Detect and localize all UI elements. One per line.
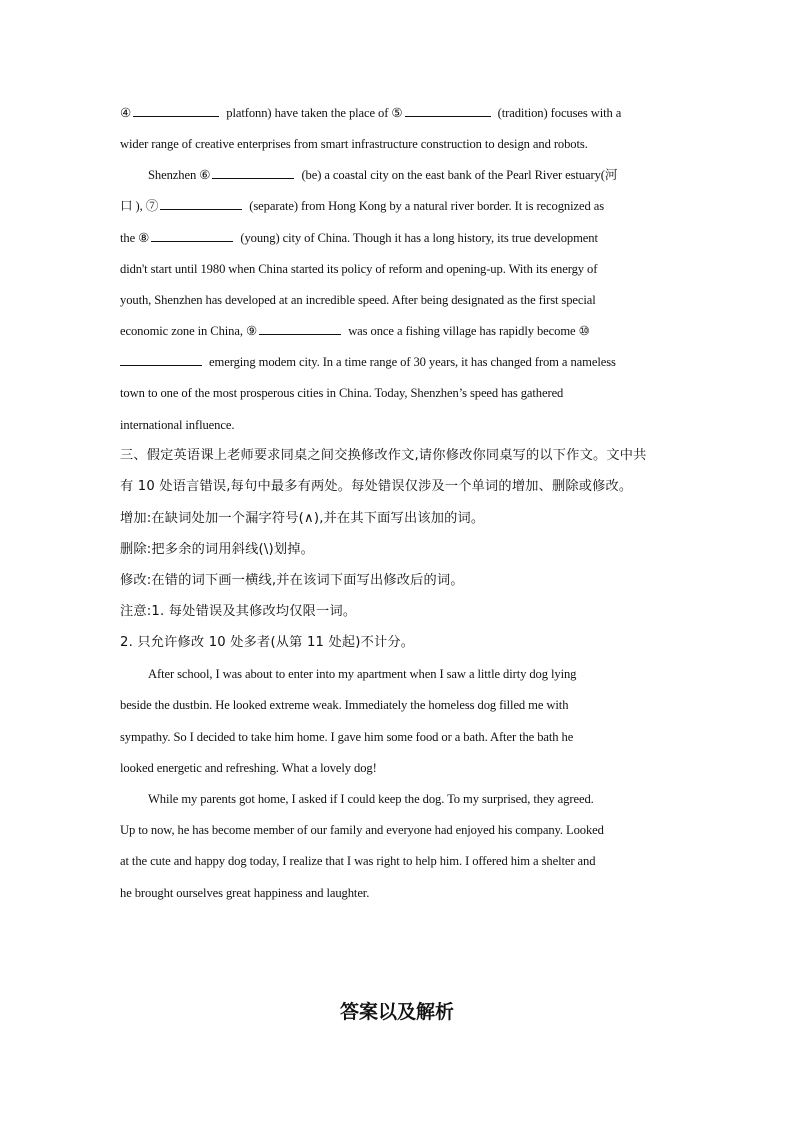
- section-3-instruction-add: 增加:在缺词处加一个漏字符号(∧),并在其下面写出该加的词。: [120, 511, 485, 526]
- passage-line-11: international influence.: [120, 418, 235, 432]
- essay-line-7: at the cute and happy dog today, I realize that I was right to help him. I offered him a shelter and: [120, 854, 596, 868]
- essay-line-1: After school, I was about to enter into my apartment when I saw a little dirty dog lying: [148, 667, 577, 681]
- passage-line-4: [120, 197, 680, 215]
- essay-line-8: he brought ourselves great happiness and laughter.: [120, 886, 370, 900]
- passage-line-5: [120, 229, 680, 247]
- answer-blank-10: [120, 353, 202, 366]
- passage-line-3: [148, 166, 680, 184]
- essay-line-5: While my parents got home, I asked if I could keep the dog. To my surprised, they agreed.: [148, 792, 594, 806]
- passage-text: emerging modem city. In a time range of 30 years, it has changed from a nameless: [206, 355, 616, 369]
- answer-blank-5: [405, 104, 491, 117]
- passage-line-7: youth, Shenzhen has developed at an incredible speed. After being designated as the first special: [120, 293, 596, 307]
- answer-blank-8: [151, 229, 233, 242]
- answer-blank-4: [133, 104, 219, 117]
- passage-text: was once a fishing village has rapidly become ⑩: [345, 324, 590, 338]
- passage-text: platfonn) have taken the place of ⑤: [223, 106, 403, 120]
- passage-text: (separate) from Hong Kong by a natural river border. It is recognized as: [246, 199, 605, 213]
- passage-line-9: [120, 353, 680, 371]
- passage-text: (tradition) focuses with a: [494, 106, 622, 120]
- essay-line-4: looked energetic and refreshing. What a lovely dog!: [120, 761, 377, 775]
- passage-text: Shenzhen ⑥: [148, 168, 211, 182]
- passage-line-10: town to one of the most prosperous cities in China. Today, Shenzhen’s speed has gathered: [120, 386, 564, 400]
- passage-text: ④: [120, 106, 132, 120]
- passage-text: 口 ), ⑦: [120, 199, 159, 213]
- section-3-note-2: 2. 只允许修改 10 处多者(从第 11 处起)不计分。: [120, 635, 415, 650]
- answer-blank-6: [212, 166, 294, 179]
- passage-line-6: didn't start until 1980 when China started its policy of reform and opening-up. With its energy of: [120, 262, 598, 276]
- essay-line-2: beside the dustbin. He looked extreme weak. Immediately the homeless dog filled me with: [120, 698, 569, 712]
- passage-text: (be) a coastal city on the east bank of the Pearl River estuary(河: [298, 168, 618, 182]
- answer-blank-7: [160, 197, 242, 210]
- passage-text: (young) city of China. Though it has a long history, its true development: [237, 231, 598, 245]
- passage-text: the ⑧: [120, 231, 150, 245]
- answer-section-title: 答案以及解析: [339, 1001, 454, 1023]
- passage-line-2: wider range of creative enterprises from smart infrastructure construction to design and robots.: [120, 137, 588, 151]
- section-3-instruction-delete: 删除:把多余的词用斜线(\)划掉。: [120, 542, 315, 557]
- passage-text: economic zone in China, ⑨: [120, 324, 258, 338]
- section-3-instruction-1: 三、假定英语课上老师要求同桌之间交换修改作文,请你修改你同桌写的以下作文。文中共: [120, 448, 647, 463]
- section-3-instruction-modify: 修改:在错的词下画一横线,并在该词下面写出修改后的词。: [120, 573, 464, 588]
- passage-line-8: [120, 322, 680, 340]
- section-3-instruction-2: 有 10 处语言错误,每句中最多有两处。每处错误仅涉及一个单词的增加、删除或修改。: [120, 479, 633, 494]
- passage-line-1: [120, 104, 680, 122]
- essay-line-3: sympathy. So I decided to take him home. I gave him some food or a bath. After the bath he: [120, 730, 574, 744]
- essay-line-6: Up to now, he has become member of our family and everyone had enjoyed his company. Looked: [120, 823, 604, 837]
- answer-blank-9: [259, 322, 341, 335]
- section-3-note-1: 注意:1. 每处错误及其修改均仅限一词。: [120, 604, 357, 619]
